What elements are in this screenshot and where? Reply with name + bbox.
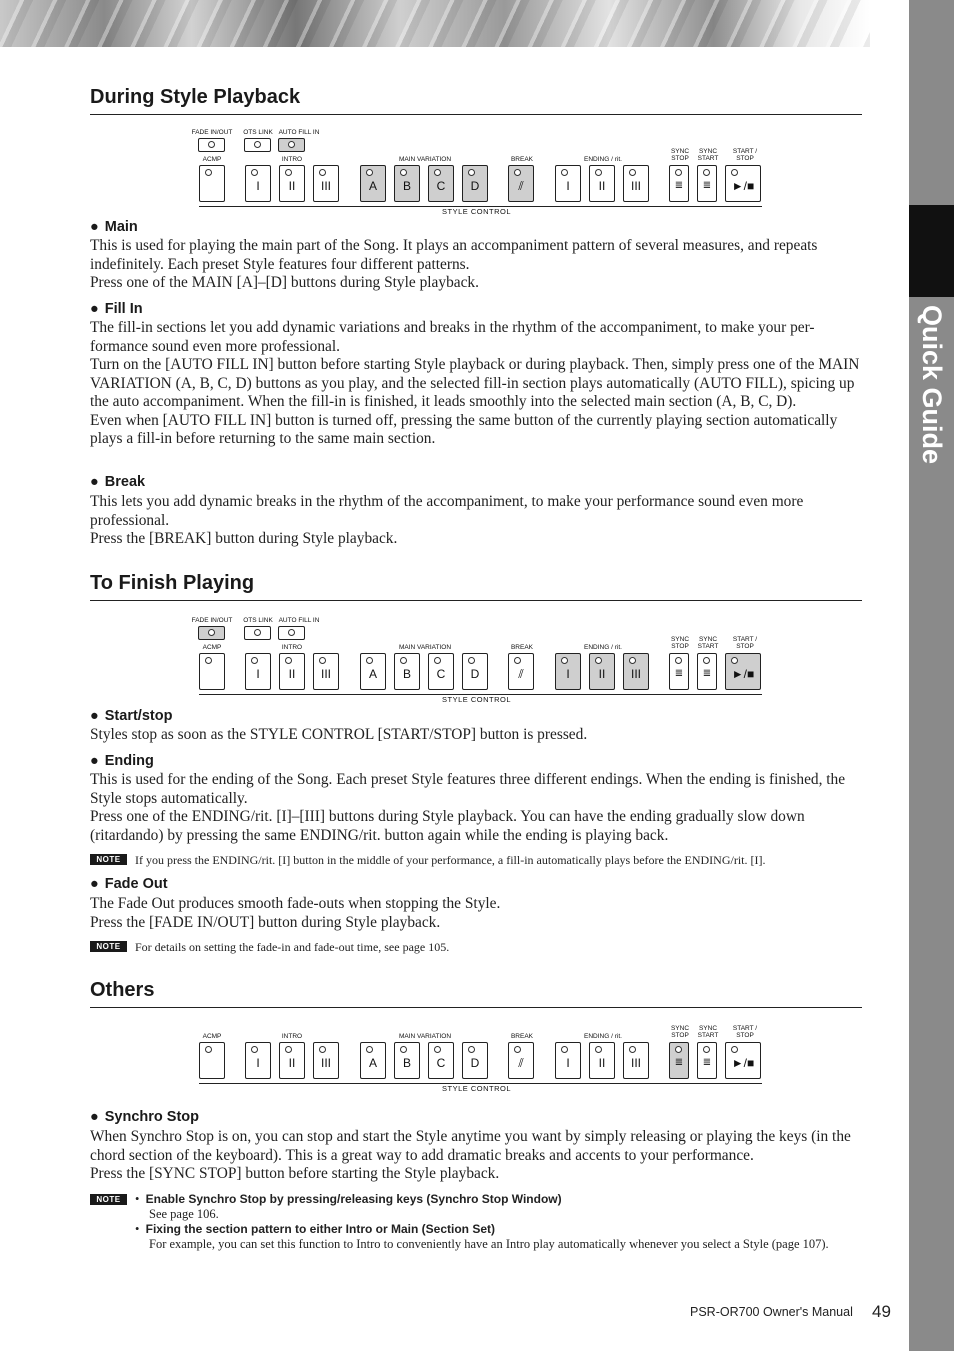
sync-bars-icon: ≣ bbox=[674, 180, 684, 191]
ending-3-button[interactable] bbox=[623, 165, 649, 202]
sync-stop-button[interactable] bbox=[669, 1042, 689, 1079]
fade-in-out-label: FADE IN/OUT bbox=[191, 129, 233, 136]
led-indicator bbox=[205, 1046, 212, 1053]
sync-start-button[interactable] bbox=[697, 653, 717, 690]
led-indicator bbox=[205, 657, 212, 664]
subheading-fade-out: ● Fade Out bbox=[90, 876, 168, 892]
d-glyph: D bbox=[470, 667, 480, 681]
acmp-button[interactable] bbox=[199, 165, 225, 202]
intro-3-button[interactable] bbox=[313, 165, 339, 202]
main-d-button[interactable] bbox=[462, 1042, 488, 1079]
iii-glyph: III bbox=[320, 667, 331, 681]
main-variation-label: MAIN VARIATION bbox=[398, 644, 452, 651]
fade-in-out-label: FADE IN/OUT bbox=[191, 617, 233, 624]
i-glyph: I bbox=[256, 179, 260, 193]
ending-text: This is used for the ending of the Song. Each preset Style features three different endings. When the ending is finished, the Style stops automatically. Press one of the ENDING/rit. [I]–[III] buttons during Style playback. You can have the ending gradually slow down (ritardando) by pressing the same ENDING/rit. button again while the ending is playing back. bbox=[90, 771, 846, 844]
led-indicator bbox=[703, 657, 710, 664]
section-heading-others: Others bbox=[90, 979, 155, 1001]
ending-2-button[interactable] bbox=[589, 653, 615, 690]
led-indicator bbox=[561, 657, 568, 664]
brk-glyph: ⫽ bbox=[518, 1056, 524, 1070]
led-indicator bbox=[434, 1046, 441, 1053]
a-glyph: A bbox=[368, 1056, 377, 1070]
i-glyph: I bbox=[256, 667, 260, 681]
led-indicator bbox=[288, 141, 295, 148]
ots-link-button[interactable] bbox=[244, 626, 271, 640]
led-indicator bbox=[400, 1046, 407, 1053]
acmp-label: ACMP bbox=[202, 1033, 222, 1040]
led-indicator bbox=[319, 657, 326, 664]
auto-fill-in-button[interactable] bbox=[278, 138, 305, 152]
fade-in-out-button[interactable] bbox=[198, 626, 225, 640]
start-stop-button[interactable] bbox=[725, 165, 761, 202]
synchro-note-bullets: • Enable Synchro Stop by pressing/releasing keys (Synchro Stop Window) See page 106. • Fixing the section pattern to either Intro or Main (Section Set) For example, you can set this function to Intro to conveniently have an Intro play automatically whenever you select a Style (page 107). bbox=[135, 1192, 829, 1251]
sync-stop-button[interactable] bbox=[669, 653, 689, 690]
led-indicator bbox=[468, 657, 475, 664]
led-indicator bbox=[468, 169, 475, 176]
ii-glyph: II bbox=[288, 667, 296, 681]
ots-link-button[interactable] bbox=[244, 138, 271, 152]
sidebar-tab-marker bbox=[909, 205, 954, 297]
ii-glyph: II bbox=[598, 179, 606, 193]
subheading-main: ● Main bbox=[90, 219, 138, 235]
sidebar-label: Quick Guide bbox=[917, 305, 947, 465]
brk-glyph: ⫽ bbox=[518, 179, 524, 193]
c-glyph: C bbox=[436, 667, 446, 681]
main-a-button[interactable] bbox=[360, 1042, 386, 1079]
led-indicator bbox=[251, 1046, 258, 1053]
iii-glyph: III bbox=[630, 1056, 641, 1070]
a-glyph: A bbox=[368, 179, 377, 193]
led-indicator bbox=[675, 1046, 682, 1053]
start-stop-button[interactable] bbox=[725, 653, 761, 690]
led-indicator bbox=[208, 629, 215, 636]
b-glyph: B bbox=[402, 1056, 411, 1070]
led-indicator bbox=[366, 169, 373, 176]
acmp-label: ACMP bbox=[202, 156, 222, 163]
acmp-label: ACMP bbox=[202, 644, 222, 651]
intro-2-button[interactable] bbox=[279, 653, 305, 690]
led-indicator bbox=[731, 169, 738, 176]
break-button[interactable] bbox=[508, 653, 534, 690]
led-indicator bbox=[514, 1046, 521, 1053]
led-indicator bbox=[285, 657, 292, 664]
led-indicator bbox=[319, 1046, 326, 1053]
led-indicator bbox=[561, 1046, 568, 1053]
style-control-panel-3 bbox=[185, 1025, 775, 1103]
start-stop-label: START / STOP bbox=[732, 636, 758, 650]
led-indicator bbox=[561, 169, 568, 176]
led-indicator bbox=[514, 657, 521, 664]
main-a-button[interactable] bbox=[360, 165, 386, 202]
style-control-label: STYLE CONTROL bbox=[442, 1084, 512, 1093]
sync-stop-button[interactable] bbox=[669, 165, 689, 202]
led-indicator bbox=[675, 169, 682, 176]
ending-1-button[interactable] bbox=[555, 1042, 581, 1079]
ending-3-button[interactable] bbox=[623, 653, 649, 690]
auto-fill-in-label: AUTO FILL IN bbox=[278, 129, 320, 136]
intro-2-button[interactable] bbox=[279, 165, 305, 202]
led-indicator bbox=[703, 169, 710, 176]
section-rule bbox=[90, 600, 862, 601]
sync-bars-icon: ≣ bbox=[702, 668, 712, 679]
led-indicator bbox=[629, 657, 636, 664]
ending-3-button[interactable] bbox=[623, 1042, 649, 1079]
start-stop-label: START / STOP bbox=[732, 1025, 758, 1039]
main-variation-label: MAIN VARIATION bbox=[398, 1033, 452, 1040]
main-b-button[interactable] bbox=[394, 653, 420, 690]
ending-1-button[interactable] bbox=[555, 165, 581, 202]
intro-3-button[interactable] bbox=[313, 653, 339, 690]
intro-3-button[interactable] bbox=[313, 1042, 339, 1079]
sync-bars-icon: ≣ bbox=[702, 180, 712, 191]
ending-label: ENDING / rit. bbox=[584, 1033, 622, 1040]
intro-1-button[interactable] bbox=[245, 165, 271, 202]
ending-label: ENDING / rit. bbox=[584, 644, 622, 651]
fade-out-text: The Fade Out produces smooth fade-outs when stopping the Style. Press the [FADE IN/OUT] button during Style playback. bbox=[90, 895, 501, 931]
led-indicator bbox=[254, 141, 261, 148]
main-d-button[interactable] bbox=[462, 165, 488, 202]
led-indicator bbox=[434, 169, 441, 176]
led-indicator bbox=[675, 657, 682, 664]
intro-label: INTRO bbox=[281, 644, 303, 651]
main-c-button[interactable] bbox=[428, 653, 454, 690]
i-glyph: I bbox=[566, 179, 570, 193]
led-indicator bbox=[595, 1046, 602, 1053]
synchro-stop-text: When Synchro Stop is on, you can stop and start the Style anytime you want by simply releasing or playing the keys (in the chord section of the keyboard). This is a great way to add dramatic breaks and accents to your performance. Press the [SYNC STOP] button before starting the Style playback. bbox=[90, 1128, 851, 1182]
break-label: BREAK bbox=[510, 156, 534, 163]
footer-manual-title: PSR-OR700 Owner's Manual bbox=[690, 1305, 853, 1319]
i-glyph: I bbox=[566, 1056, 570, 1070]
fade-in-out-button[interactable] bbox=[198, 138, 225, 152]
led-indicator bbox=[595, 169, 602, 176]
d-glyph: D bbox=[470, 179, 480, 193]
fill-in-text: The fill-in sections let you add dynamic variations and breaks in the rhythm of the accompaniment, to make your per-formance sound even more professional. Turn on the [AUTO FILL IN] button before starting Style playback or during playback. Then, simply press one of the MAIN VARIATION (A, B, C, D) buttons as you play, and the selected fill-in section plays automatically (AUTO FILL), spicing up the auto accompaniment. When the fill-in is finished, it leads smoothly into the selected main section (A, B, C, D). Even when [AUTO FILL IN] button is turned off, pressing the same button of the currently playing section automatically plays a fill-in before returning to the same main section. bbox=[90, 319, 860, 447]
intro-2-button[interactable] bbox=[279, 1042, 305, 1079]
note-icon: NOTE bbox=[90, 1194, 127, 1205]
header-banner-image bbox=[0, 0, 870, 47]
ots-link-label: OTS LINK bbox=[243, 617, 273, 624]
start-stop-label: START / STOP bbox=[732, 148, 758, 162]
style-control-label: STYLE CONTROL bbox=[442, 207, 512, 216]
section-heading-during: During Style Playback bbox=[90, 86, 301, 108]
sync-start-label: SYNC START bbox=[697, 636, 719, 650]
ss-glyph: ►/■ bbox=[731, 667, 755, 681]
ss-glyph: ►/■ bbox=[731, 179, 755, 193]
led-indicator bbox=[703, 1046, 710, 1053]
break-text: This lets you add dynamic breaks in the rhythm of the accompaniment, to make your performance sound even more professional. Press the [BREAK] button during Style playback. bbox=[90, 493, 804, 547]
ending-2-button[interactable] bbox=[589, 165, 615, 202]
start-stop-button[interactable] bbox=[725, 1042, 761, 1079]
style-control-panel-2 bbox=[185, 616, 775, 706]
ots-link-label: OTS LINK bbox=[243, 129, 273, 136]
subheading-start-stop: ● Start/stop bbox=[90, 708, 173, 724]
led-indicator bbox=[319, 169, 326, 176]
led-indicator bbox=[400, 169, 407, 176]
led-indicator bbox=[595, 657, 602, 664]
page-number: 49 bbox=[872, 1302, 891, 1321]
style-control-panel-1 bbox=[185, 128, 775, 218]
iii-glyph: III bbox=[630, 667, 641, 681]
iii-glyph: III bbox=[320, 1056, 331, 1070]
sync-bars-icon: ≣ bbox=[674, 668, 684, 679]
led-indicator bbox=[288, 629, 295, 636]
intro-label: INTRO bbox=[281, 1033, 303, 1040]
ii-glyph: II bbox=[288, 179, 296, 193]
subheading-fill-in: ● Fill In bbox=[90, 301, 143, 317]
section-rule bbox=[90, 114, 862, 115]
sync-bars-icon: ≣ bbox=[702, 1057, 712, 1068]
iii-glyph: III bbox=[320, 179, 331, 193]
led-indicator bbox=[366, 657, 373, 664]
sync-start-label: SYNC START bbox=[697, 148, 719, 162]
sync-start-label: SYNC START bbox=[697, 1025, 719, 1039]
led-indicator bbox=[731, 657, 738, 664]
break-label: BREAK bbox=[510, 1033, 534, 1040]
ii-glyph: II bbox=[598, 667, 606, 681]
sync-start-button[interactable] bbox=[697, 165, 717, 202]
led-indicator bbox=[629, 1046, 636, 1053]
main-c-button[interactable] bbox=[428, 1042, 454, 1079]
break-button[interactable] bbox=[508, 165, 534, 202]
main-a-button[interactable] bbox=[360, 653, 386, 690]
ending-2-button[interactable] bbox=[589, 1042, 615, 1079]
note-icon: NOTE bbox=[90, 854, 127, 865]
subheading-break: ● Break bbox=[90, 474, 146, 490]
led-indicator bbox=[731, 1046, 738, 1053]
auto-fill-in-button[interactable] bbox=[278, 626, 305, 640]
led-indicator bbox=[629, 169, 636, 176]
led-indicator bbox=[468, 1046, 475, 1053]
acmp-button[interactable] bbox=[199, 1042, 225, 1079]
led-indicator bbox=[205, 169, 212, 176]
auto-fill-in-label: AUTO FILL IN bbox=[278, 617, 320, 624]
break-button[interactable] bbox=[508, 1042, 534, 1079]
ending-1-button[interactable] bbox=[555, 653, 581, 690]
i-glyph: I bbox=[566, 667, 570, 681]
led-indicator bbox=[400, 657, 407, 664]
intro-1-button[interactable] bbox=[245, 1042, 271, 1079]
intro-label: INTRO bbox=[281, 156, 303, 163]
sidebar bbox=[909, 0, 954, 1351]
intro-1-button[interactable] bbox=[245, 653, 271, 690]
c-glyph: C bbox=[436, 1056, 446, 1070]
led-indicator bbox=[514, 169, 521, 176]
main-b-button[interactable] bbox=[394, 165, 420, 202]
led-indicator bbox=[366, 1046, 373, 1053]
c-glyph: C bbox=[436, 179, 446, 193]
sync-bars-icon: ≣ bbox=[674, 1057, 684, 1068]
d-glyph: D bbox=[470, 1056, 480, 1070]
sync-stop-label: SYNC STOP bbox=[670, 1025, 690, 1039]
subheading-ending: ● Ending bbox=[90, 753, 154, 769]
main-d-button[interactable] bbox=[462, 653, 488, 690]
b-glyph: B bbox=[402, 179, 411, 193]
subheading-synchro-stop: ● Synchro Stop bbox=[90, 1109, 200, 1125]
section-rule bbox=[90, 1007, 862, 1008]
sync-start-button[interactable] bbox=[697, 1042, 717, 1079]
a-glyph: A bbox=[368, 667, 377, 681]
note-icon: NOTE bbox=[90, 941, 127, 952]
brk-glyph: ⫽ bbox=[518, 667, 524, 681]
b-glyph: B bbox=[402, 667, 411, 681]
start-stop-text: Styles stop as soon as the STYLE CONTROL [START/STOP] button is pressed. bbox=[90, 726, 588, 743]
led-indicator bbox=[434, 657, 441, 664]
acmp-button[interactable] bbox=[199, 653, 225, 690]
break-label: BREAK bbox=[510, 644, 534, 651]
style-control-label: STYLE CONTROL bbox=[442, 695, 512, 704]
main-c-button[interactable] bbox=[428, 165, 454, 202]
sync-stop-label: SYNC STOP bbox=[670, 636, 690, 650]
led-indicator bbox=[251, 169, 258, 176]
led-indicator bbox=[251, 657, 258, 664]
i-glyph: I bbox=[256, 1056, 260, 1070]
led-indicator bbox=[285, 1046, 292, 1053]
ss-glyph: ►/■ bbox=[731, 1056, 755, 1070]
ii-glyph: II bbox=[598, 1056, 606, 1070]
main-b-button[interactable] bbox=[394, 1042, 420, 1079]
led-indicator bbox=[254, 629, 261, 636]
sync-stop-label: SYNC STOP bbox=[670, 148, 690, 162]
led-indicator bbox=[208, 141, 215, 148]
iii-glyph: III bbox=[630, 179, 641, 193]
main-text: This is used for playing the main part of the Song. It plays an accompaniment pattern of several measures, and repeats indefinitely. Each preset Style features four different patterns. Press one of the MAIN [A]–[D] buttons during Style playback. bbox=[90, 237, 818, 291]
section-heading-finish: To Finish Playing bbox=[90, 572, 255, 594]
ending-label: ENDING / rit. bbox=[584, 156, 622, 163]
ii-glyph: II bbox=[288, 1056, 296, 1070]
led-indicator bbox=[285, 169, 292, 176]
main-variation-label: MAIN VARIATION bbox=[398, 156, 452, 163]
